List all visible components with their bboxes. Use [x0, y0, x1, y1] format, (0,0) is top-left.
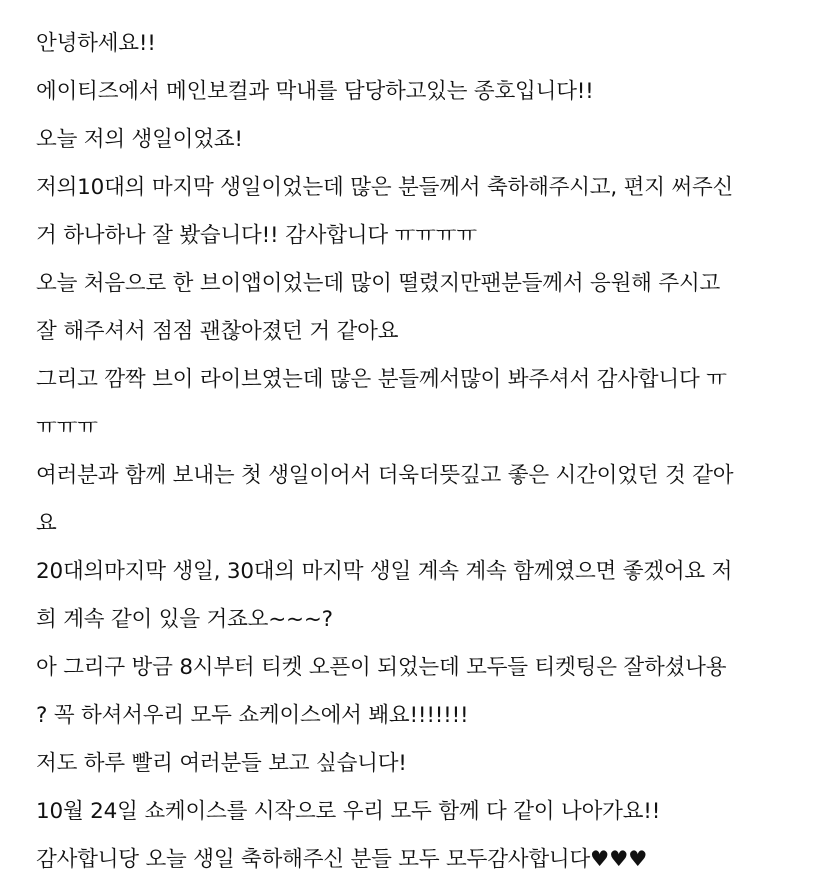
text-line: 10월 24일 쇼케이스를 시작으로 우리 모두 함께 다 같이 나아가요!! [36, 799, 661, 824]
text-line: ? 꼭 하셔서우리 모두 쇼케이스에서 봬요!!!!!!! [36, 703, 469, 728]
text-line: 20대의마지막 생일, 30대의 마지막 생일 계속 계속 함께였으면 좋겠어요 저 [36, 559, 733, 584]
text-line: 아 그리구 방금 8시부터 티켓 오픈이 되었는데 모두들 티켓팅은 잘하셨나용 [36, 655, 727, 680]
text-line: 저의10대의 마지막 생일이었는데 많은 분들께서 축하해주시고, 편지 써주신 [36, 175, 734, 200]
text-line: 오늘 처음으로 한 브이앱이었는데 많이 떨렸지만팬분들께서 응원해 주시고 [36, 271, 721, 296]
text-line: 오늘 저의 생일이었죠! [36, 127, 243, 152]
text-line: 그리고 깜짝 브이 라이브였는데 많은 분들께서많이 봐주셔서 감사합니다 ㅠ [36, 367, 727, 392]
text-line: 감사합니당 오늘 생일 축하해주신 분들 모두 모두감사합니다♥♥♥ [36, 847, 648, 872]
text-line: 거 하나하나 잘 봤습니다!! 감사합니다 ㅠㅠㅠㅠ [36, 223, 477, 248]
text-line: 저도 하루 빨리 여러분들 보고 싶습니다! [36, 751, 407, 776]
text-line: 안녕하세요!! [36, 31, 156, 56]
text-line: 잘 해주셔서 점점 괜찮아졌던 거 같아요 [36, 319, 399, 344]
text-line: ㅠㅠㅠ [36, 415, 98, 440]
text-line: 요 [36, 511, 57, 536]
text-line: 여러분과 함께 보내는 첫 생일이어서 더욱더뜻깊고 좋은 시간이었던 것 같아 [36, 463, 734, 488]
text-line: 에이티즈에서 메인보컬과 막내를 담당하고있는 종호입니다!! [36, 79, 594, 104]
text-line: 희 계속 같이 있을 거죠오~~~? [36, 607, 333, 632]
